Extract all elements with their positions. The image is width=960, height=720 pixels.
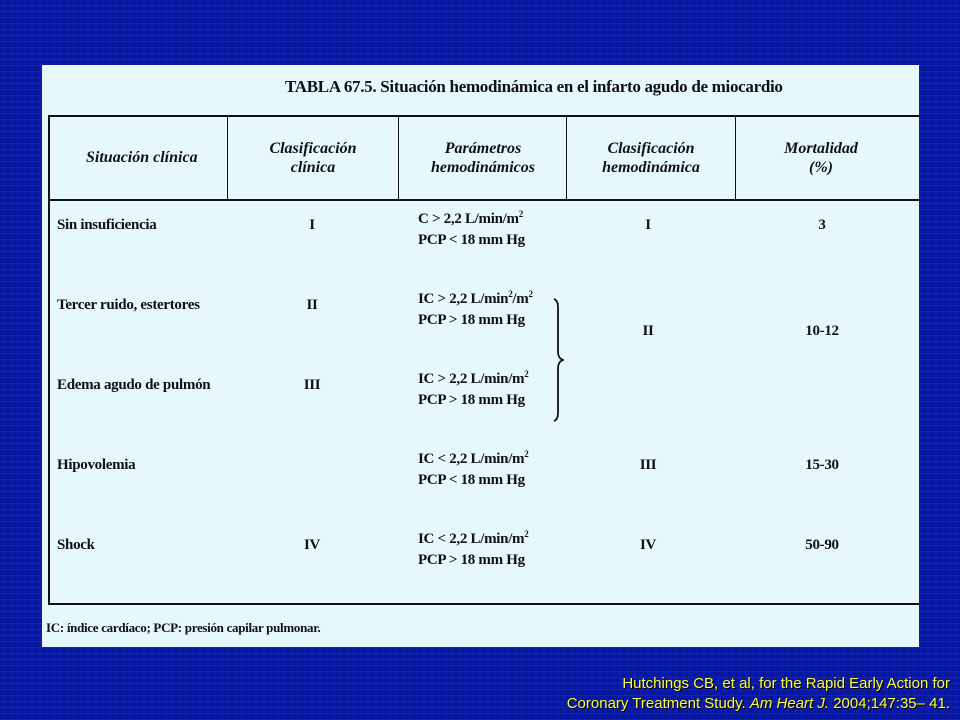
header-parametros-line2: hemodinámicos [430, 158, 535, 176]
row-1-clasif-clinica: I [309, 217, 315, 233]
table-footnote: IC: índice cardíaco; PCP: presión capilar pulmonar. [46, 620, 321, 635]
row-3-param-sup: 2 [524, 369, 529, 379]
header-rule [48, 199, 919, 201]
row-1-situacion: Sin insuficiencia [57, 217, 157, 233]
row-5-parametros [418, 529, 528, 571]
header-situacion [48, 117, 228, 198]
row-4-parametros [418, 449, 528, 491]
header-clasif-hemo-line2: hemodinámica [602, 158, 700, 176]
row-3-param-text: IC > 2,2 L/min/m [418, 371, 525, 387]
citation-authors-study: Coronary Treatment Study. [566, 695, 750, 712]
row-2-param-line1 [418, 289, 533, 310]
row-1-clasif-hemo: I [645, 217, 651, 233]
row-2-clasif-hemo: II [642, 323, 654, 339]
row-1-mortalidad: 3 [818, 217, 826, 233]
header-situacion-line1: Situación clínica [86, 149, 198, 166]
row-5-situacion: Shock [57, 537, 95, 553]
row-5-clasif-hemo: IV [639, 537, 657, 553]
row-4-param-text: IC < 2,2 L/min/m [418, 451, 525, 467]
row-2-param-text-b: /m [512, 291, 529, 307]
row-4-clasif-hemo: III [639, 457, 657, 473]
table-panel [42, 65, 919, 647]
header-clasif-clinica-line2: clínica [290, 158, 336, 176]
bottom-rule [48, 603, 919, 605]
row-2-param-text: IC > 2,2 L/min [418, 291, 509, 307]
citation [567, 674, 950, 714]
header-clasif-hemo [567, 117, 735, 198]
row-3-parametros [418, 369, 528, 411]
header-mortalidad-line2: (%) [809, 158, 833, 176]
row-1-param-text: C > 2,2 L/min/m [418, 211, 519, 227]
row-5-mortalidad: 50-90 [805, 537, 839, 553]
header-clasif-hemo-line1: Clasificación [607, 139, 695, 157]
header-parametros [399, 117, 567, 198]
header-mortalidad-line1: Mortalidad [784, 139, 858, 157]
row-5-param-sup: 2 [524, 529, 529, 539]
header-clasif-clinica [228, 117, 398, 198]
row-5-clasif-clinica: IV [303, 537, 321, 553]
row-3-clasif-clinica: III [303, 377, 321, 393]
row-2-param-sup: 2 [508, 289, 513, 299]
citation-journal: Am Heart J. [749, 695, 830, 712]
header-parametros-line1: Parámetros [444, 139, 522, 157]
header-clasif-clinica-line1: Clasificación [269, 139, 357, 157]
row-4-mortalidad: 15-30 [805, 457, 839, 473]
row-5-param-line1 [418, 529, 528, 550]
row-1-param-line2: PCP < 18 mm Hg [418, 232, 525, 248]
row-3-param-line1 [418, 369, 528, 390]
citation-line1: Hutchings CB, et al, for the Rapid Early Action for [622, 675, 950, 692]
row-2-parametros [418, 289, 533, 331]
row-2-param-line2: PCP > 18 mm Hg [418, 312, 525, 328]
citation-line2 [567, 694, 950, 714]
row-2-situacion: Tercer ruido, estertores [57, 297, 200, 313]
row-3-param-line2: PCP > 18 mm Hg [418, 392, 525, 408]
header-mortalidad [736, 117, 906, 198]
row-4-situacion: Hipovolemia [57, 457, 136, 473]
row-3-situacion: Edema agudo de pulmón [57, 377, 211, 393]
row-1-param-sup: 2 [518, 209, 523, 219]
brace-icon [552, 297, 564, 423]
row-4-param-line1 [418, 449, 528, 470]
table-title: TABLA 67.5. Situación hemodinámica en el infarto agudo de miocardio [285, 77, 783, 96]
citation-volume: 2004;147:35– 41. [829, 695, 950, 712]
row-4-param-line2: PCP < 18 mm Hg [418, 472, 525, 488]
row-2-mortalidad: 10-12 [805, 323, 839, 339]
row-5-param-text: IC < 2,2 L/min/m [418, 531, 525, 547]
row-5-param-line2: PCP > 18 mm Hg [418, 552, 525, 568]
row-1-param-line1 [418, 209, 525, 230]
row-1-parametros [418, 209, 525, 251]
row-4-param-sup: 2 [524, 449, 529, 459]
row-2-clasif-clinica: II [306, 297, 318, 313]
row-2-param-sup-b: 2 [528, 289, 533, 299]
